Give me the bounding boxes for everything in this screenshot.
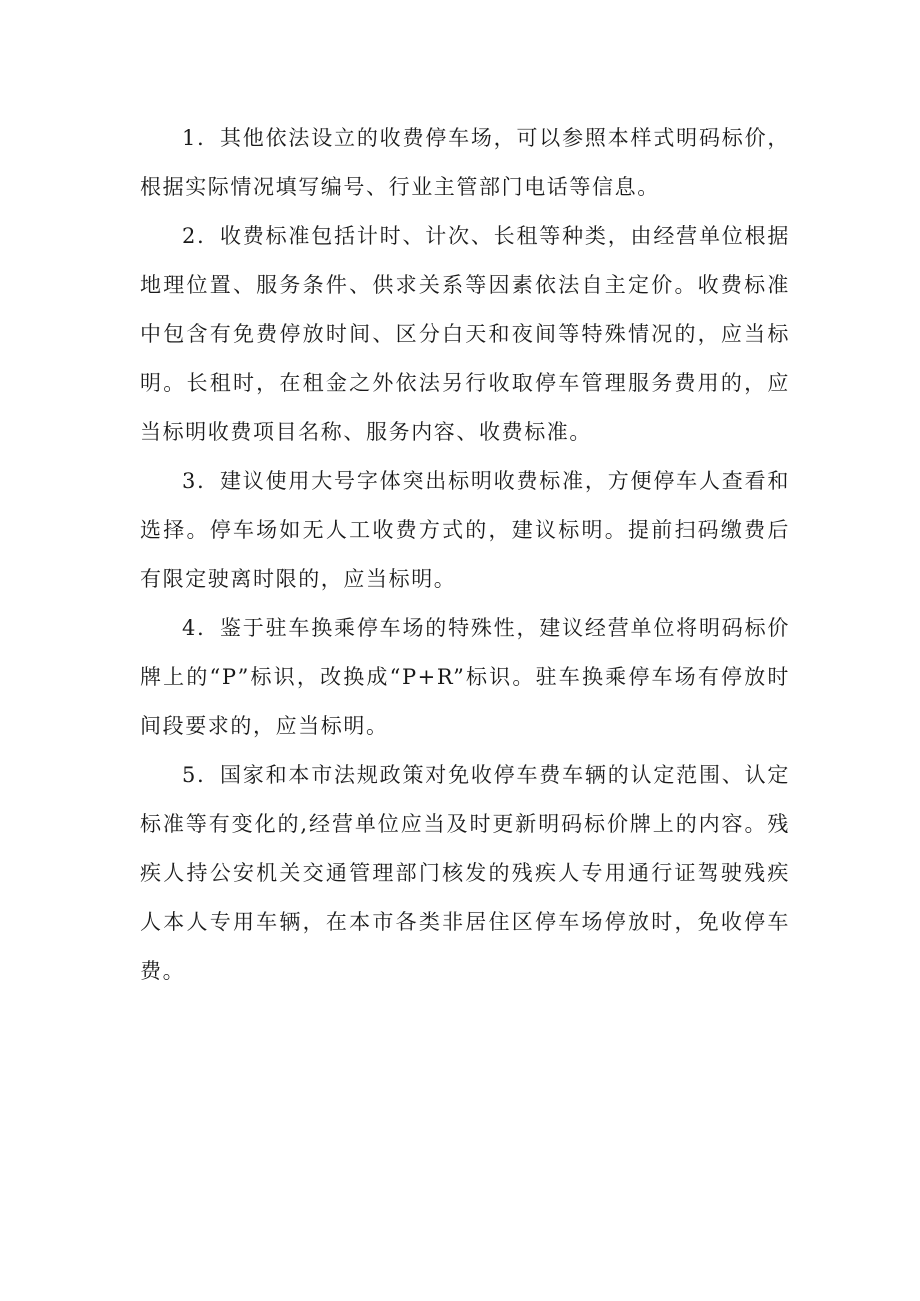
paragraph-1: 1．其他依法设立的收费停车场，可以参照本样式明码标价，根据实际情况填写编号、行业主管部门电话等信息。 [140, 126, 790, 199]
paragraph-4: 4．鉴于驻车换乘停车场的特殊性，建议经营单位将明码标价牌上的“P”标识，改换成“P+R”标识。驻车换乘停车场有停放时间段要求的，应当标明。 [140, 616, 790, 738]
paragraph-3: 3．建议使用大号字体突出标明收费标准，方便停车人查看和选择。停车场如无人工收费方式的，建议标明。提前扫码缴费后有限定驶离时限的，应当标明。 [140, 469, 790, 591]
paragraph-5: 5．国家和本市法规政策对免收停车费车辆的认定范围、认定标准等有变化的,经营单位应当及时更新明码标价牌上的内容。残疾人持公安机关交通管理部门核发的残疾人专用通行证驾驶残疾人本人专用车辆，在本市各类非居住区停车场停放时，免收停车费。 [140, 763, 790, 983]
paragraph-2: 2．收费标准包括计时、计次、长租等种类，由经营单位根据地理位置、服务条件、供求关系等因素依法自主定价。收费标准中包含有免费停放时间、区分白天和夜间等特殊情况的，应当标明。长租时，在租金之外依法另行收取停车管理服务费用的，应当标明收费项目名称、服务内容、收费标准。 [140, 224, 790, 444]
document-body [140, 114, 790, 996]
